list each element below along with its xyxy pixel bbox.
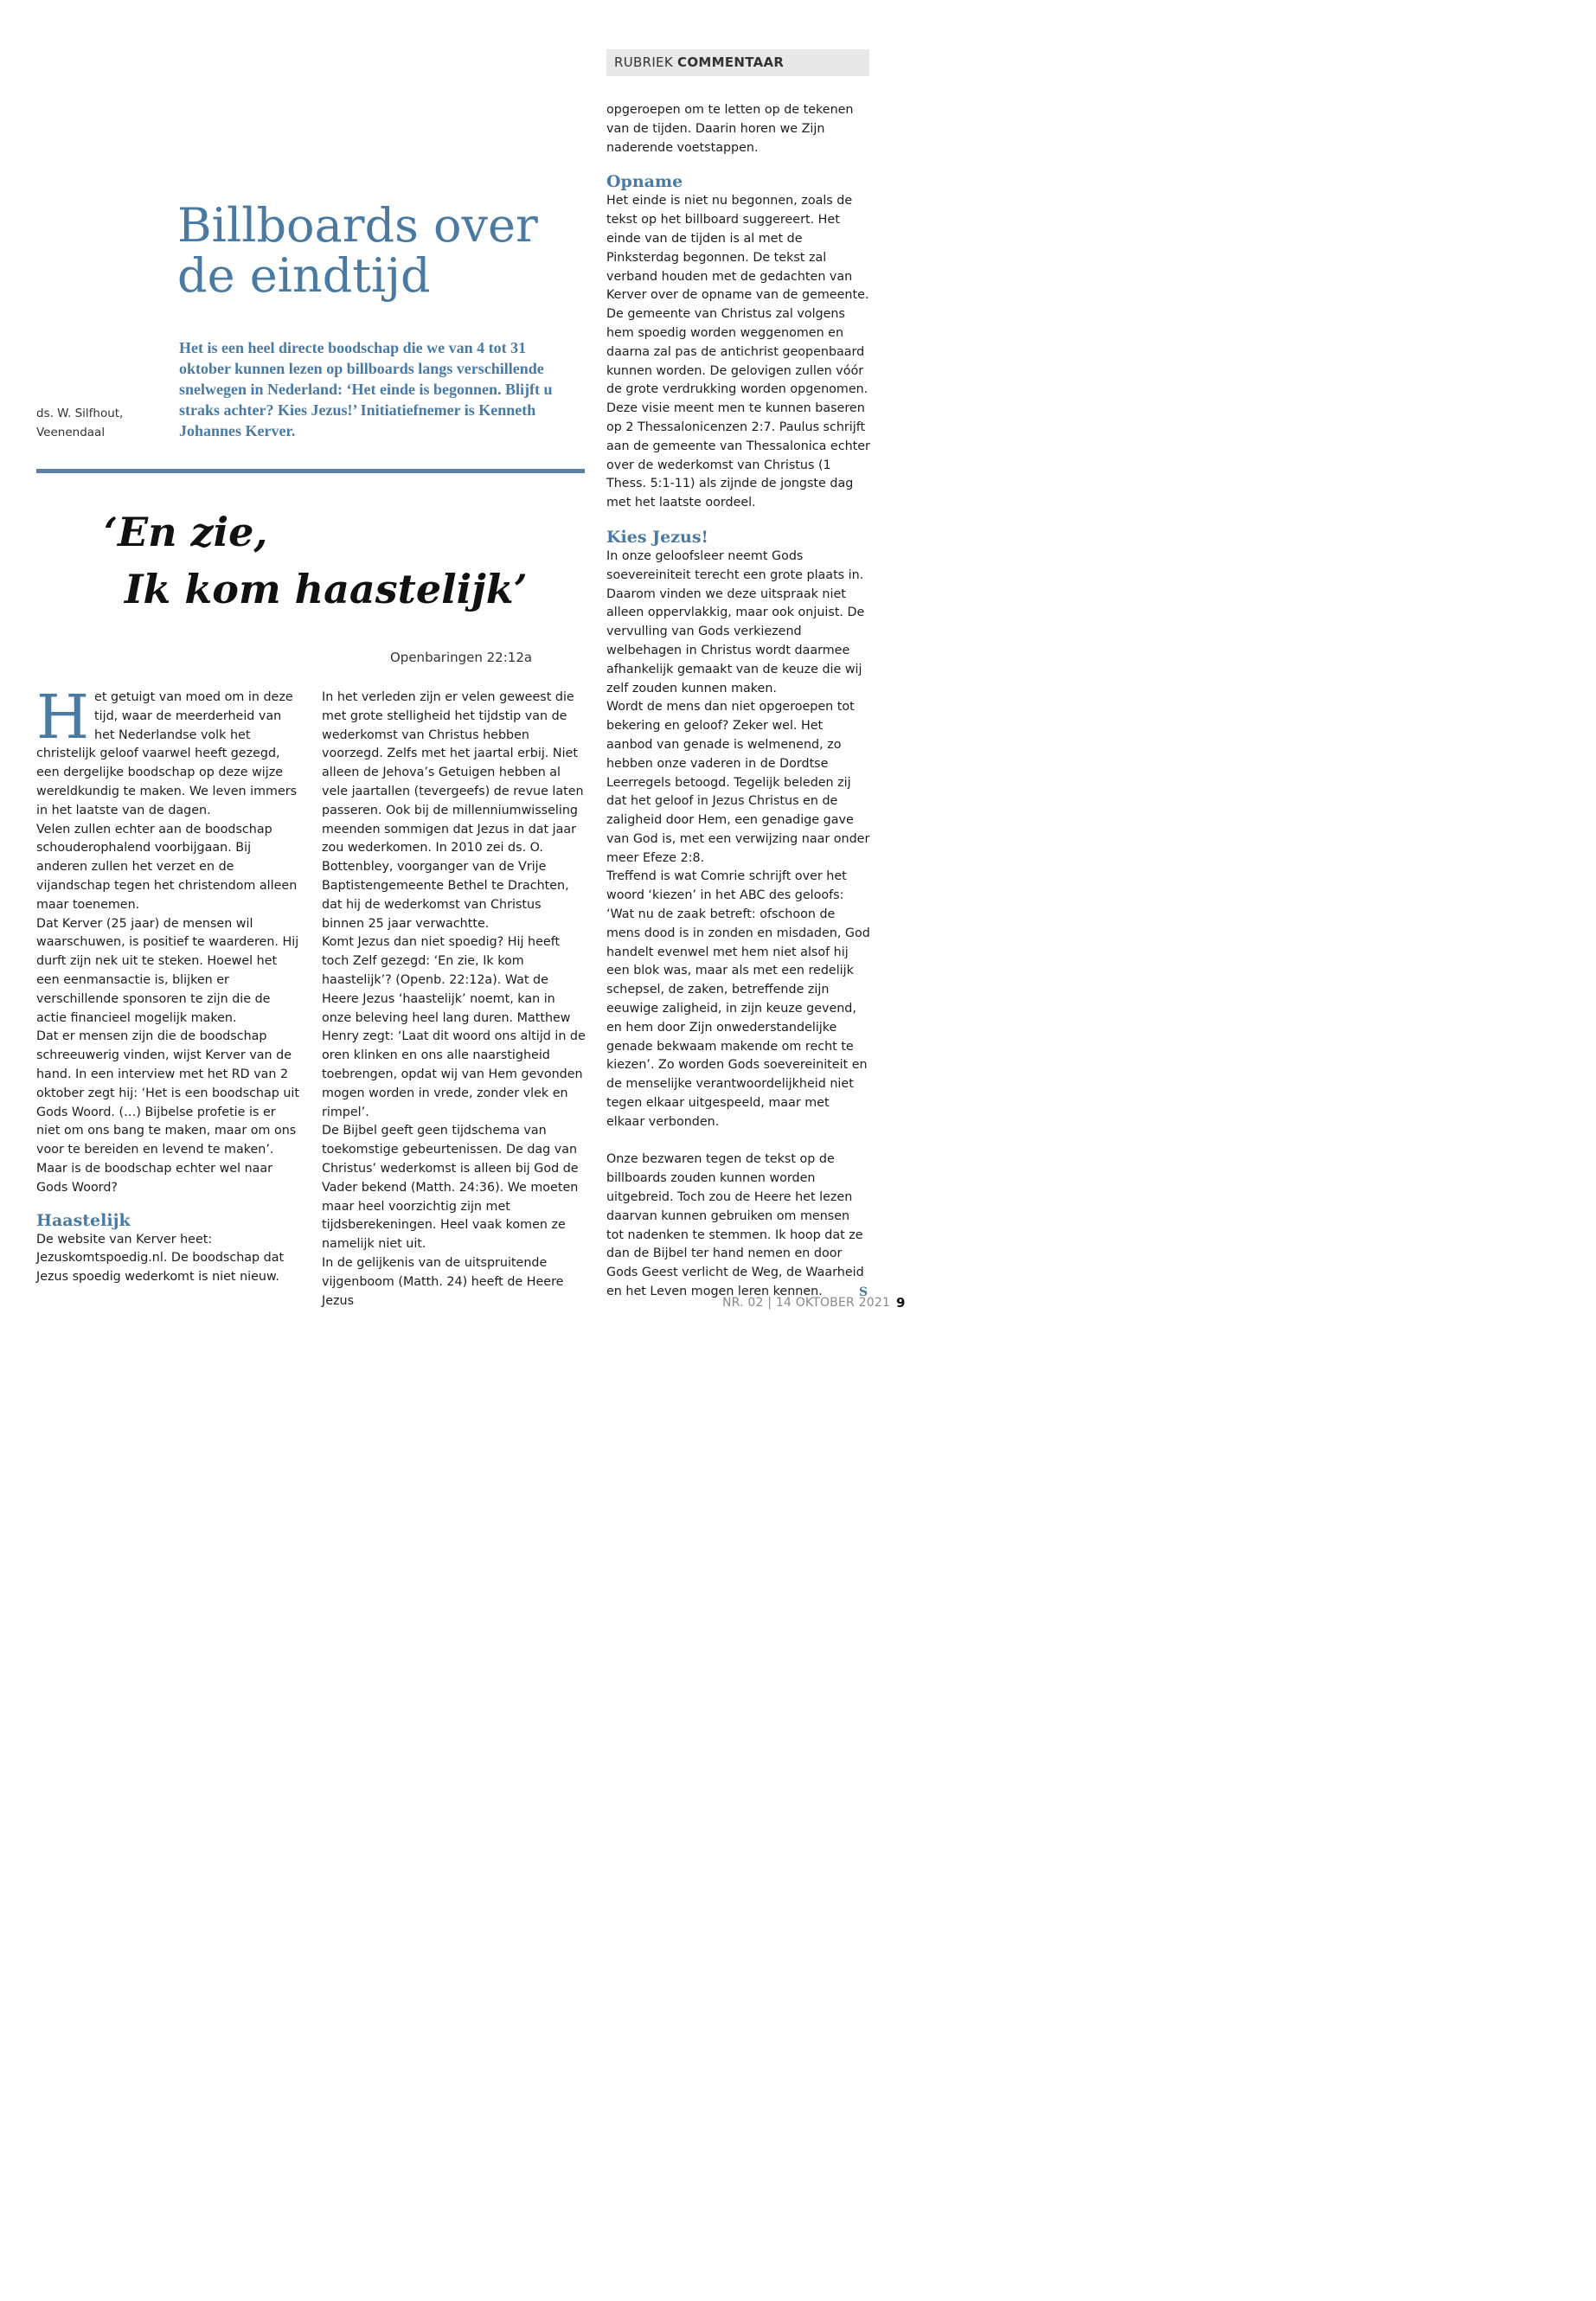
drop-cap: H (36, 682, 90, 753)
text-column-1 (36, 682, 300, 1287)
quote-line-1: ‘En zie, (104, 509, 268, 555)
paragraph: In onze geloofsleer neemt Gods soevereiniteit terecht een grote plaats in. Daarom vinden we deze uitspraak niet alleen oppervlakkig, maar ook onjuist. De vervulling van Gods verkiezend welbehagen in Christus wordt daarmee afhankelijk gemaakt van de keuze die wij zelf zouden kunnen maken. (606, 548, 865, 695)
quote-source: Openbaringen 22:12a (390, 650, 533, 665)
paragraph: Wordt de mens dan niet opgeroepen tot bekering en geloof? Zeker wel. Het aanbod van genade is welmenend, zo hebben onze vaderen in de Dordtse Leerregels betoogd. Tegelijk beleden zij dat het geloof in Jezus Christus en de zaligheid door Hem, een genadige gave van God is, met een verwijzing naar onder meer Efeze 2:8. (606, 700, 870, 865)
paragraph: Het einde is niet nu begonnen, zoals de tekst op het billboard suggereert. Het einde van de tijden is al met de Pinksterdag begonnen. De tekst zal verband houden met de gedachten van Kerver over de opname van de gemeente. De gemeente van Christus zal volgens hem spoedig worden weggenomen en daarna zal pas de antichrist geopenbaard kunnen worden. De gelovigen zullen vóór de grote verdrukking worden opgenomen. Deze visie meent men te kunnen baseren op 2 Thessalonicenzen 2:7. Paulus schrijft aan de gemeente van Thessalonica echter over de wederkomst van Christus (1 Thess. 5:1-11) als zijnde de jongste dag met het laatste oordeel. (606, 194, 870, 510)
end-mark-icon: S (859, 1285, 869, 1300)
paragraph: Dat er mensen zijn die de boodschap schreeuwerig vinden, wijst Kerver van de hand. In een interview met het RD van 2 oktober zegt hij: ‘Het is een boodschap uit Gods Woord. (…) Bijbelse profetie is er niet om ons bang te maken, maar om ons voor te bereiden en levend te maken’. Maar is de boodschap echter wel naar Gods Woord? (36, 1029, 300, 1195)
paragraph: In het verleden zijn er velen geweest die met grote stelligheid het tijdstip van de wederkomst van Christus hebben voorzegd. Zelfs met het jaartal erbij. Niet alleen de Jehova’s Getuigen hebben al vele jaartallen (tevergeefs) de revue laten passeren. Ook bij de millenniumwisseling meenden sommigen dat Jezus in dat jaar zou wederkomen. In 2010 zei ds. O. Bottenbley, voorganger van de Vrije Baptistengemeente Bethel te Drachten, dat hij de wederkomst van Christus binnen 25 jaar verwachtte. (322, 690, 584, 931)
issue-info: NR. 02 | 14 OKTOBER 2021 (722, 1296, 891, 1310)
subheading-kies-jezus: Kies Jezus! (606, 527, 708, 547)
paragraph-text: Onze bezwaren tegen de tekst op de billboards zouden kunnen worden uitgebreid. Toch zou de Heere het lezen daarvan kunnen gebruiken om mensen tot nadenken te stemmen. Ik hoop dat ze dan de Bijbel ter hand nemen en door Gods Geest verlicht de Weg, de Waarheid en het Leven mogen leren kennen. (606, 1152, 864, 1299)
pull-quote (104, 503, 554, 618)
paragraph-text: et getuigt van moed om in deze tijd, waar de meerderheid van het Nederlandse volk het christelijk geloof vaarwel heeft gezegd, een dergelijke boodschap op deze wijze wereldkundig te maken. We leven immers in het laatste van de dagen. (36, 690, 298, 817)
paragraph: Dat Kerver (25 jaar) de mensen wil waarschuwen, is positief te waarderen. Hij durft zijn nek uit te steken. Hoewel het een eenmansactie is, blijken er verschillende sponsoren te zijn die de actie financieel mogelijk maken. (36, 916, 299, 1025)
paragraph: De Bijbel geeft geen tijdschema van toekomstige gebeurtenissen. De dag van Christus’ wederkomst is alleen bij God de Vader bekend (Matth. 24:36). We moeten maar heel voorzichtig zijn met tijdsberekeningen. Heel vaak komen ze namelijk niet uit. (322, 1124, 579, 1252)
author-byline (36, 404, 123, 442)
header-divider (36, 469, 585, 473)
paragraph: Treffend is wat Comrie schrijft over het woord ‘kiezen’ in het ABC des geloofs: ‘Wat nu de zaak betreft: ofschoon de mens dood is in zonden en misdaden, God handelt evenwel met hem niet alsof hij een blok was, maar als met een redelijk schepsel, de zaken, betreffende zijn eeuwige zaligheid, in zijn keuze gevend, en hem door Zijn onwederstandelijke genade bekwaam makende om recht te kiezen’. Zo worden Gods soevereiniteit en de menselijke verantwoordelijkheid niet tegen elkaar uitgespeeld, maar met elkaar verbonden. (606, 869, 870, 1129)
paragraph (606, 1150, 870, 1301)
paragraph: In de gelijkenis van de uitspruitende vijgenboom (Matth. 24) heeft de Heere Jezus (322, 1255, 564, 1308)
page-number: 9 (896, 1295, 906, 1311)
title-line-1: Billboards over (177, 198, 538, 253)
text-column-2 (322, 689, 586, 1311)
subheading-opname: Opname (606, 172, 683, 192)
title-line-2: de eindtijd (177, 248, 431, 303)
quote-line-2: Ik kom haastelijk’ (125, 566, 528, 612)
author-location: Veenendaal (36, 426, 106, 439)
author-name: ds. W. Silfhout, (36, 407, 124, 420)
section-label-prefix: RUBRIEK (614, 54, 673, 70)
paragraph-gap (606, 1132, 870, 1151)
section-label-name: COMMENTAAR (677, 54, 785, 70)
text-column-3 (606, 101, 870, 1302)
subheading-haastelijk: Haastelijk (36, 1210, 131, 1230)
paragraph: Velen zullen echter aan de boodschap schouderophalend voorbijgaan. Bij anderen zullen het verzet en de vijandschap tegen het christendom alleen maar toenemen. (36, 822, 298, 912)
article-title (177, 198, 584, 303)
paragraph: De website van Kerver heet: Jezuskomtspoedig.nl. De boodschap dat Jezus spoedig wederkomt is niet nieuw. (36, 1232, 285, 1285)
article-lead: Het is een heel directe boodschap die we van 4 tot 31 oktober kunnen lezen op billboards langs verschillende snelwegen in Nederland: ‘Het einde is begonnen. Blijft u straks achter? Kies Jezus!’ Initiatiefnemer is Kenneth Johannes Kerver. (179, 339, 553, 439)
paragraph (36, 682, 300, 821)
section-label (606, 49, 869, 76)
paragraph: Komt Jezus dan niet spoedig? Hij heeft toch Zelf gezegd: ‘En zie, Ik kom haastelijk’? (Openb. 22:12a). Wat de Heere Jezus ‘haastelijk’ noemt, kan in onze beleving heel lang duren. Matthew Henry zegt: ‘Laat dit woord ons altijd in de oren klinken en ons alle naarstigheid toebrengen, opdat wij van Hem gevonden mogen worden in vrede, zonder vlek en rimpel’. (322, 935, 586, 1119)
paragraph: opgeroepen om te letten op de tekenen van de tijden. Daarin horen we Zijn naderende voetstappen. (606, 103, 854, 155)
